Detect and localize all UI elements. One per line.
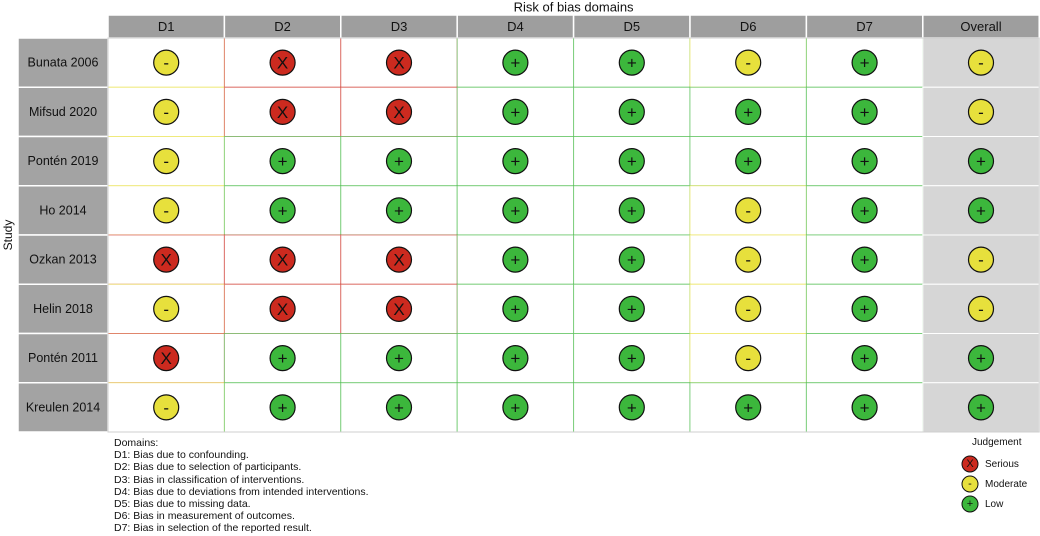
- judgement-symbol: -: [163, 53, 170, 73]
- study-label: Ho 2014: [39, 203, 87, 218]
- study-label: Bunata 2006: [27, 55, 99, 70]
- column-header-label: D4: [507, 19, 524, 34]
- column-header-label: D7: [856, 19, 873, 34]
- judgement-label: Serious: [985, 458, 1019, 470]
- judgement-symbol: +: [626, 201, 637, 221]
- chart-title: Risk of bias domains: [513, 0, 634, 15]
- domain-note: D7: Bias in selection of the reported result.: [114, 522, 312, 535]
- judgement-symbol: +: [859, 53, 870, 73]
- study-label: Pontén 2011: [28, 351, 98, 366]
- judgement-symbol: X: [393, 299, 405, 319]
- column-header-label: D3: [390, 19, 408, 34]
- judgement-symbol: +: [394, 349, 404, 369]
- domains-legend-title: Domains:: [114, 437, 159, 449]
- judgement-symbol: +: [859, 152, 870, 172]
- domain-note: D1: Bias due to confounding.: [114, 449, 249, 462]
- judgement-symbol: +: [277, 398, 288, 418]
- judgement-symbol: -: [163, 398, 170, 418]
- judgement-symbol: +: [394, 201, 404, 221]
- domain-note: D5: Bias due to missing data.: [114, 498, 251, 511]
- judgement-symbol: +: [510, 53, 521, 73]
- study-label: Kreulen 2014: [25, 400, 101, 415]
- judgement-symbol: X: [393, 102, 405, 122]
- judgement-item-serious: [960, 454, 1040, 474]
- judgement-symbol: +: [859, 299, 870, 319]
- judgement-symbol: +: [626, 53, 637, 73]
- study-label: Ozkan 2013: [29, 252, 97, 267]
- svg-text:-: -: [968, 478, 972, 490]
- judgement-symbol: X: [276, 102, 289, 122]
- domain-note: D2: Bias due to selection of participants.: [114, 461, 302, 474]
- judgement-symbol: -: [163, 102, 170, 122]
- judgement-symbol: +: [743, 152, 754, 172]
- judgement-symbol: -: [163, 152, 170, 172]
- judgement-symbol: -: [978, 53, 984, 73]
- column-header-label: Overall: [960, 19, 1002, 34]
- judgement-symbol: +: [859, 250, 870, 270]
- judgement-symbol: -: [978, 102, 984, 122]
- judgement-symbol: +: [510, 102, 521, 122]
- study-label: Mifsud 2020: [28, 104, 98, 119]
- judgement-symbol: -: [163, 299, 170, 319]
- low-icon: [960, 494, 980, 514]
- judgement-symbol: +: [626, 299, 637, 319]
- judgement-symbol: +: [743, 398, 754, 418]
- judgement-symbol: -: [745, 53, 752, 73]
- judgement-symbol: +: [859, 201, 870, 221]
- judgement-item-moderate: [960, 474, 1040, 494]
- judgement-symbol: +: [859, 398, 870, 418]
- judgement-symbol: +: [510, 349, 521, 369]
- study-label: Helin 2018: [33, 301, 93, 316]
- judgement-symbol: +: [976, 201, 986, 221]
- svg-text:+: +: [966, 498, 974, 510]
- judgement-symbol: +: [743, 102, 754, 122]
- judgement-symbol: +: [277, 152, 288, 172]
- column-header-label: D6: [739, 19, 757, 34]
- judgement-symbol: +: [976, 152, 986, 172]
- svg-text:X: X: [966, 458, 974, 470]
- judgement-symbol: X: [393, 250, 405, 270]
- judgement-symbol: +: [626, 102, 637, 122]
- column-header-label: D2: [274, 19, 291, 34]
- judgement-symbol: +: [510, 398, 521, 418]
- judgement-symbol: +: [626, 349, 637, 369]
- judgement-label: Low: [985, 498, 1004, 510]
- column-header-label: D5: [623, 19, 641, 34]
- moderate-icon: [960, 474, 980, 494]
- domains-legend: [114, 437, 368, 535]
- judgement-symbol: +: [626, 152, 637, 172]
- judgement-symbol: +: [277, 201, 288, 221]
- domain-note: D6: Bias in measurement of outcomes.: [114, 510, 295, 523]
- judgement-symbol: +: [859, 102, 870, 122]
- judgement-symbol: X: [276, 299, 289, 319]
- judgement-symbol: X: [160, 250, 172, 270]
- judgement-label: Moderate: [985, 478, 1028, 490]
- judgement-symbol: +: [976, 398, 986, 418]
- judgement-symbol: +: [859, 349, 870, 369]
- judgement-item-low: [960, 494, 1040, 514]
- judgement-symbol: X: [276, 53, 289, 73]
- column-header-label: D1: [157, 19, 175, 34]
- judgement-legend-title: Judgement: [972, 437, 1022, 448]
- judgement-symbol: -: [745, 250, 752, 270]
- judgement-symbol: +: [626, 398, 637, 418]
- domain-note: D3: Bias in classification of interventions.: [114, 473, 305, 486]
- serious-icon: [960, 454, 980, 474]
- y-axis-label: Study: [1, 219, 15, 251]
- judgement-symbol: X: [393, 53, 405, 73]
- judgement-symbol: -: [745, 349, 752, 369]
- judgement-symbol: -: [978, 299, 984, 319]
- judgement-symbol: +: [277, 349, 288, 369]
- judgement-symbol: -: [745, 299, 752, 319]
- judgement-legend: [960, 437, 1040, 514]
- judgement-symbol: +: [510, 201, 521, 221]
- judgement-symbol: -: [745, 201, 752, 221]
- domain-note: D4: Bias due to deviations from intended interventions.: [114, 485, 369, 498]
- judgement-symbol: -: [163, 201, 170, 221]
- judgement-symbol: +: [976, 349, 986, 369]
- judgement-symbol: +: [394, 152, 404, 172]
- judgement-symbol: X: [276, 250, 289, 270]
- judgement-symbol: +: [626, 250, 637, 270]
- judgement-symbol: +: [510, 250, 521, 270]
- judgement-symbol: +: [510, 152, 521, 172]
- judgement-symbol: +: [394, 398, 404, 418]
- study-label: Pontén 2019: [27, 154, 99, 169]
- judgement-symbol: X: [160, 349, 172, 369]
- judgement-symbol: -: [978, 250, 984, 270]
- judgement-symbol: +: [510, 299, 521, 319]
